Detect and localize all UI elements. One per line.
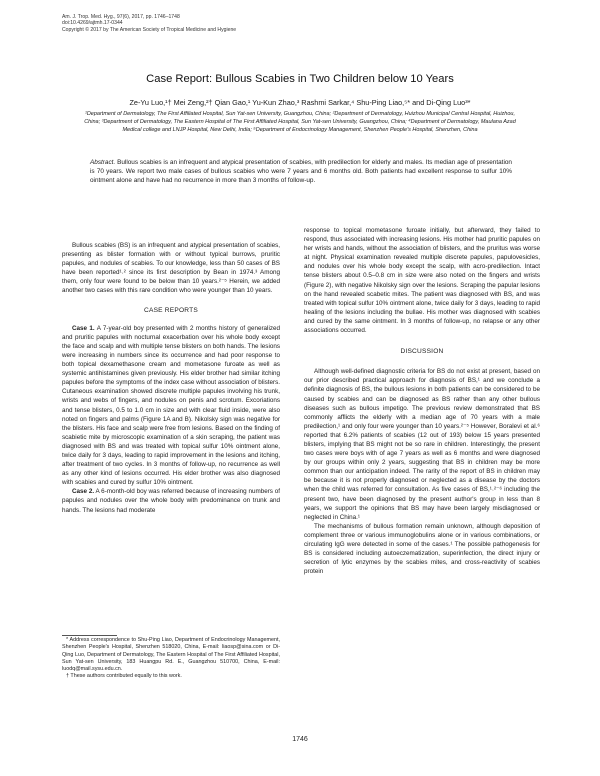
discussion-heading: DISCUSSION: [400, 348, 444, 356]
correspondence-footnote: * Address correspondence to Shu-Ping Liao, Department of Endocrinology Management, Shenzhen People's Hospital, Shenzhen 518020, China, E-mail: liaosp@sina.com or Di-Qing Luo, Department of Dermatology, The Eastern Hospital of The First Affiliated Hospital, Sun Yat-sen University, 183 Huangpu Rd. E., Guangzhou 510700, China, E-mail: luodq@mail.sysu.edu.cn.: [62, 637, 280, 673]
case2-paragraph: [62, 487, 280, 514]
journal-copyright-line: Copyright © 2017 by The American Society of Tropical Medicine and Hygiene: [62, 26, 237, 33]
left-column: [62, 241, 280, 515]
journal-citation: [62, 14, 362, 33]
case1-paragraph: [62, 324, 280, 488]
author-list: Ze-Yu Luo,¹† Mei Zeng,²† Qian Gao,¹ Yu-Kun Zhao,³ Rashmi Sarkar,⁴ Shu-Ping Liao,⁵* and Di-Qing Luo³*: [129, 98, 471, 107]
abstract: [90, 159, 512, 186]
case2-text: A 6-month-old boy was referred because of increasing numbers of papules and nodules over the whole body with predominance on trunk and hands. The lesions had moderate: [62, 488, 280, 514]
case-reports-heading: CASE REPORTS: [144, 306, 198, 314]
right-column: [304, 226, 540, 576]
footnote-rule: [62, 635, 117, 636]
abstract-text: Bullous scabies is an infrequent and atypical presentation of scabies, with predilection for elderly and males. Its median age of presentation is 70 years. We report two male cases of bullous scabies who were 7 years and 6 months old. Both patients had excellent response to sulfur 10% ointment alone and have had no recurrence in more than 3 months of follow-up.: [90, 159, 512, 184]
intro-paragraph: Bullous scabies (BS) is an infrequent and atypical presentation of scabies, presenting as blister formation with or without typical burrows, pruritic papules, and nodules of scabies. To our knowledge, less than 50 cases of BS have been reported¹˒² since its first description by Bean in 1974.³ Among them, only four were found to be below than 10 years.²⁻⁵ Herein, we added another two cases with this rare condition who were younger than 10 years.: [62, 242, 280, 295]
discussion-paragraph-2: The mechanisms of bullous formation remain unknown, although deposition of complement three or various immunoglobulins alone or in various combinations, or circulating IgG were detected in some of the cases.¹ The possible pathogenesis for BS is considered including autoeczematization, superinfection, the direct injury or secretion of lytic enzymes by the scabies mites, and cross-reactivity of scabies protein: [304, 522, 540, 576]
journal-citation-line: Am. J. Trop. Med. Hyg., 97(6), 2017, pp. 1746–1748: [62, 14, 180, 20]
footnotes: [62, 637, 280, 681]
case2-label: Case 2.: [72, 488, 95, 496]
case1-text: A 7-year-old boy presented with 2 months history of generalized and pruritic papules with nocturnal exacerbation over his whole body except the face and scalp and with multiple tense blisters on both hands. The lesions were increasing in numbers since its occurrence and had poor response to both topical dexamethasone cream and mometasone furoate as well as systemic antihistamines given previously. His elder brother had similar itching papules before the symptoms of the index case without association of blisters. Cutaneous examination showed discrete multiple papules involving his trunk, wrists and webs of fingers, and nodules on penis and scrotum. Excoriations and tense blisters, 0.5 to 1.0 cm in size and with clear fluid inside, were also noted on fingers and palms (Figure 1A and B). Nikolsky sign was negative for the blisters. His face and scalp were free from lesions. Based on the finding of scabietic mite by microscopic examination of a skin scraping, the patient was diagnosed with BS and was treated with topical sulfur 10% ointment alone, twice daily for 3 days, leading to rapid improvement in the lesions and itching, after treatment of two cycles. In 3 months of follow-up, no recurrence as well as any other kind of lesions occurred. His elder brother was also diagnosed with scabies and cured by sulfur 10% ointment.: [62, 324, 280, 487]
page-number: 1746: [292, 736, 308, 743]
article-title: Case Report: Bullous Scabies in Two Children below 10 Years: [146, 73, 454, 85]
discussion-paragraph-1: Although well-defined diagnostic criteria for BS do not exist at present, based on our prior described practical approach for diagnosis of BS,¹ and we conclude a definite diagnosis of BS, the bullous lesions in both patients can be considered to be caused by scabies and can be diagnosed as BS rather than any other bullous diseases such as bullous impetigo. The previous review demonstrated that BS commonly afflicts the elderly with a median age of 70 years with a male predilection,¹ and only four were younger than 10 years.²⁻⁵ However, Boralevi et al.⁶ reported that 6.2% patients of scabies (12 out of 193) below 15 years presented blisters, implying that BS might not be so rare in children. Interestingly, the present two cases were boys with of age 7 years as well as 6 months and were diagnosed by our groups within only 2 years, suggesting that BS in children may be more common than our anticipation indeed. The rarity of the report of BS in children may be because it is not properly diagnosed or neglected as a disease by the doctors when the child was referred for consultation. As five cases of BS,¹˒²⁻⁶ including the present two, have been diagnosed by the present author's group in less than 8 years, we support the opinions that BS may have been largely misdiagnosed or neglected in China.¹: [304, 368, 540, 521]
equal-contribution-footnote: † These authors contributed equally to this work.: [66, 673, 182, 680]
abstract-label: Abstract.: [90, 159, 116, 166]
case2-continuation: response to topical mometasone furoate initially, but afterward, they failed to respond, thus associated with increasing lesions. His mother had pruritic papules on her wrists and hands, without the association of blisters, and the pruritus was worse at night. Physical examination revealed multiple discrete papules, papulovesicles, and nodules over his whole body except the scalp, with acro-predilection. Intact tense blisters about 0.5–0.8 cm in size were also noted on the fingers and wrists (Figure 2), with negative Nikolsky sign over the lesions. Scraping the papular lesions on the hand revealed scabetic mites. The patient was diagnosed with BS, and was treated with topical sulfur 10% ointment alone, twice daily for 3 days, leading to rapid healing of the lesions including the bullae. His mother was diagnosed with scabies and cured by the same ointment. In 3 months of follow-up, no relapse or any other associations occurred.: [304, 227, 540, 335]
journal-doi-line: doi:10.4269/ajtmh.17-0344: [62, 20, 123, 27]
affiliations: ¹Department of Dermatology, The First Affiliated Hospital, Sun Yat-sen University, Guangzhou, China; ²Department of Dermatology, Huizhou Municipal Central Hospital, Huizhou, China; ³Department of Dermatology, The Eastern Hospital of The First Affiliated Hospital, Sun Yat-sen University, Guangzhou, China; ⁴Department of Dermatology, Maulana Azad Medical college and LNJP Hospital, New Delhi, India; ⁵Department of Endocrinology Management, Shenzhen People's Hospital, Shenzhen, China: [84, 111, 516, 133]
case1-label: Case 1.: [72, 324, 95, 332]
